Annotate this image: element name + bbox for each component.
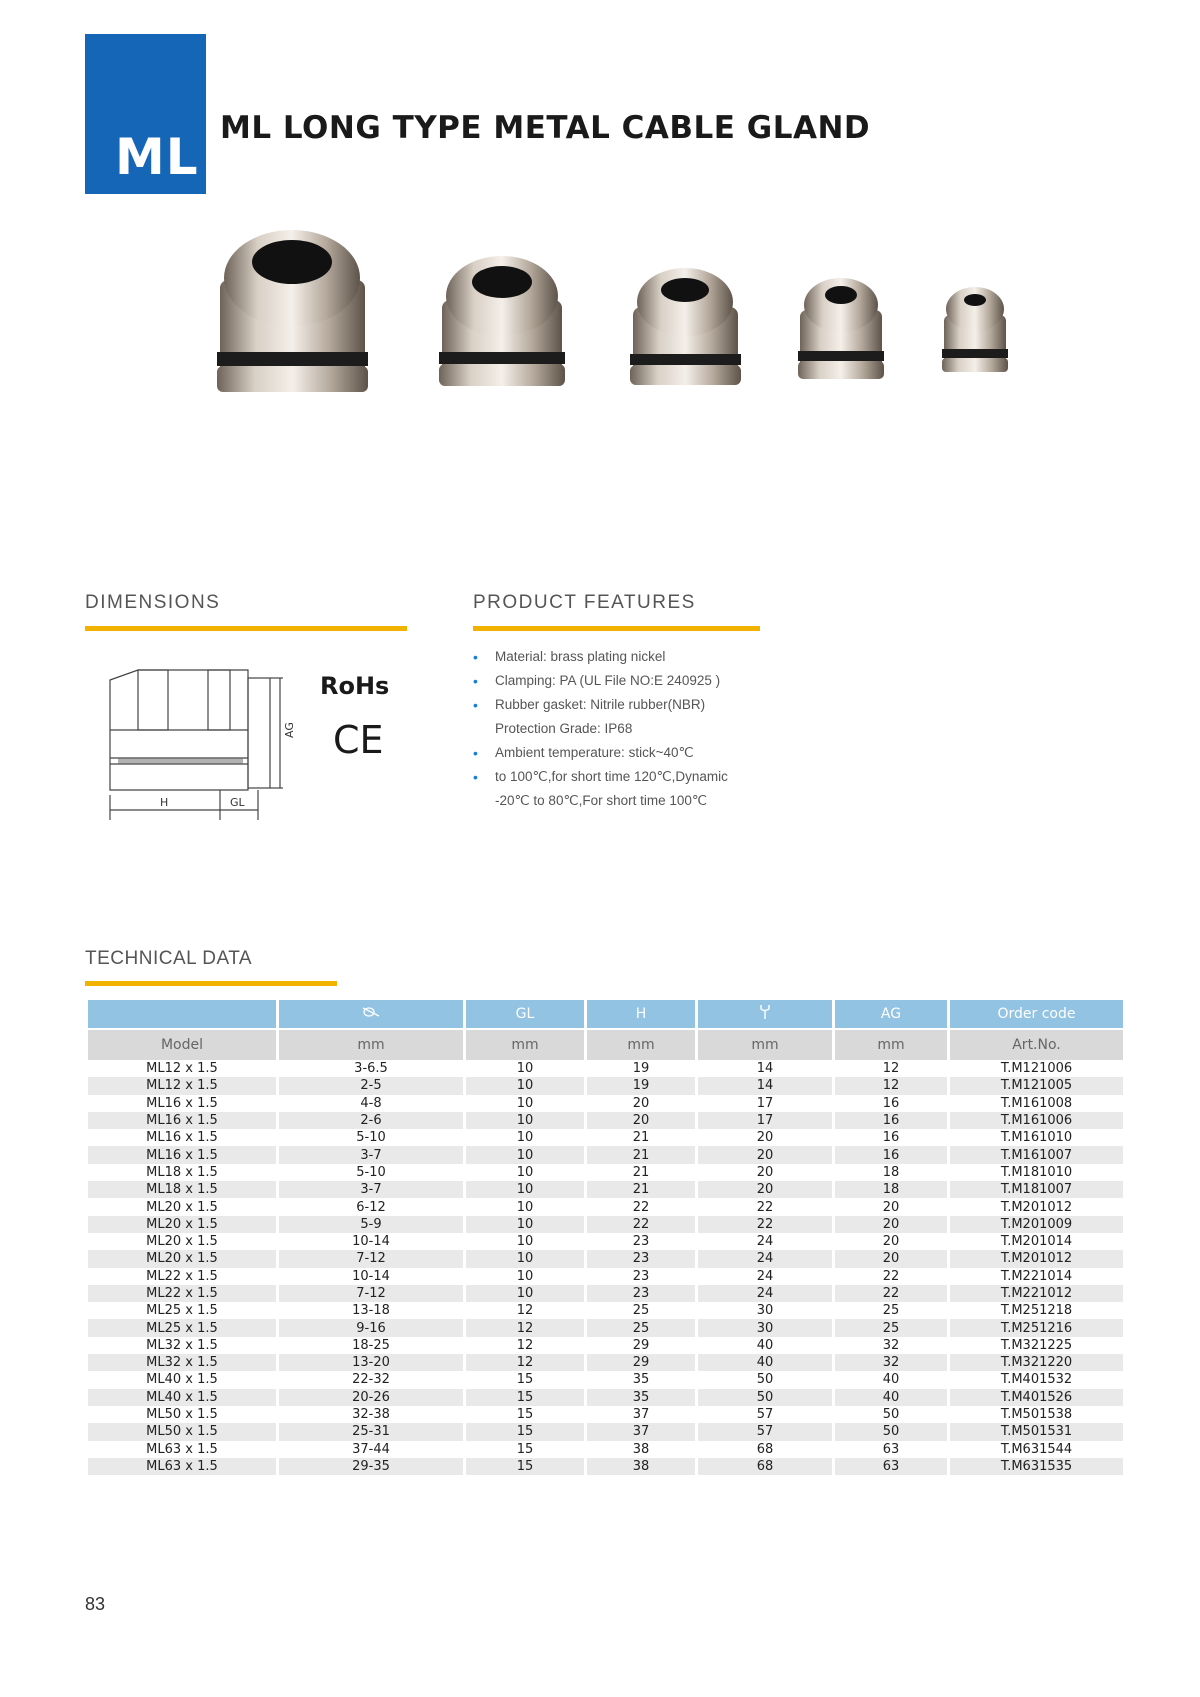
model-cell: ML12 x 1.5 <box>146 1061 218 1077</box>
order-code-cell: T.M121006 <box>1000 1061 1073 1077</box>
table-row <box>88 1319 1123 1336</box>
h-cell: 38 <box>587 1458 695 1475</box>
h-cell: 35 <box>587 1389 695 1406</box>
table-row <box>88 1216 1123 1233</box>
table-header-top <box>88 1000 1123 1028</box>
feature-item <box>473 669 893 693</box>
gl-cell: 12 <box>516 1303 534 1319</box>
cable-range-icon <box>362 1006 380 1018</box>
gl-cell: 10 <box>466 1112 584 1129</box>
rohs-mark: RoHs <box>320 672 390 700</box>
wrench-cell: 57 <box>756 1407 774 1423</box>
wrench-cell: 20 <box>698 1146 832 1163</box>
order-code-cell: T.M401526 <box>950 1389 1123 1406</box>
cable-range-cell: 18-25 <box>352 1337 390 1353</box>
table-row <box>88 1060 1123 1077</box>
table-row <box>88 1441 1123 1458</box>
order-code-cell: T.M631544 <box>1000 1441 1073 1457</box>
gl-cell: 15 <box>466 1423 584 1440</box>
cable-range-cell: 37-44 <box>352 1441 390 1457</box>
order-code-cell: T.M501538 <box>1000 1407 1073 1423</box>
wrench-cell: 68 <box>698 1458 832 1475</box>
cable-range-cell: 7-12 <box>279 1285 463 1302</box>
order-code-cell: T.M221014 <box>1000 1268 1073 1284</box>
gland-5-image <box>942 287 1008 372</box>
order-code-cell: T.M221012 <box>950 1285 1123 1302</box>
model-cell: ML20 x 1.5 <box>146 1199 218 1215</box>
dimensions-rule <box>85 626 407 631</box>
gl-cell: 12 <box>466 1354 584 1371</box>
technical-heading: TECHNICAL DATA <box>85 948 253 969</box>
feature-text: Rubber gasket: Nitrile rubber(NBR) <box>495 697 706 712</box>
ag-cell: 12 <box>835 1077 947 1094</box>
cable-range-cell: 10-14 <box>352 1234 390 1250</box>
feature-item <box>473 645 893 669</box>
order-code-cell: T.M161007 <box>950 1146 1123 1163</box>
ag-cell: 22 <box>882 1268 900 1284</box>
cable-range-cell: 20-26 <box>279 1389 463 1406</box>
model-cell: ML18 x 1.5 <box>88 1181 276 1198</box>
model-cell: ML25 x 1.5 <box>88 1319 276 1336</box>
order-code-cell: T.M181007 <box>950 1181 1123 1198</box>
cable-range-cell: 25-31 <box>279 1423 463 1440</box>
ag-cell: 16 <box>835 1146 947 1163</box>
feature-item <box>473 717 893 741</box>
gl-header: GL <box>466 1000 584 1028</box>
h-cell: 37 <box>587 1423 695 1440</box>
wrench-cell: 17 <box>698 1112 832 1129</box>
model-cell: ML12 x 1.5 <box>88 1077 276 1094</box>
unit-header: mm <box>835 1028 947 1060</box>
h-cell: 20 <box>587 1112 695 1129</box>
cable-range-cell: 6-12 <box>356 1199 386 1215</box>
table-row <box>88 1406 1123 1423</box>
feature-text: Protection Grade: IP68 <box>495 721 633 736</box>
h-cell: 25 <box>632 1303 650 1319</box>
order-code-cell: T.M201012 <box>950 1250 1123 1267</box>
wrench-cell: 50 <box>756 1372 774 1388</box>
order-code-cell: T.M201012 <box>1000 1199 1073 1215</box>
wrench-cell: 14 <box>698 1077 832 1094</box>
order-code-cell: T.M251218 <box>1000 1303 1073 1319</box>
h-cell: 22 <box>632 1199 650 1215</box>
ag-cell: 20 <box>882 1199 900 1215</box>
table-row <box>88 1164 1123 1181</box>
h-cell: 21 <box>587 1181 695 1198</box>
ag-cell: 20 <box>835 1216 947 1233</box>
gland-1-image <box>217 230 368 392</box>
h-cell: 29 <box>587 1354 695 1371</box>
table-row <box>88 1095 1123 1112</box>
ag-cell: 12 <box>882 1061 900 1077</box>
model-cell: ML16 x 1.5 <box>88 1112 276 1129</box>
feature-text: to 100℃,for short time 120℃,Dynamic <box>495 769 728 784</box>
table-row <box>88 1146 1123 1163</box>
h-cell: 19 <box>587 1077 695 1094</box>
wrench-cell: 40 <box>756 1337 774 1353</box>
table-row <box>88 1458 1123 1475</box>
gl-cell: 15 <box>516 1407 534 1423</box>
table-row <box>88 1268 1123 1285</box>
order-code-cell: T.M631535 <box>950 1458 1123 1475</box>
technical-rule <box>85 981 337 986</box>
ag-cell: 50 <box>835 1423 947 1440</box>
wrench-header <box>698 1000 832 1028</box>
cable-range-header <box>279 1000 463 1028</box>
h-cell: 21 <box>632 1164 650 1180</box>
ag-cell: 18 <box>835 1181 947 1198</box>
order-code-cell: T.M201014 <box>1000 1234 1073 1250</box>
wrench-cell: 24 <box>756 1268 774 1284</box>
cable-range-cell: 4-8 <box>360 1095 382 1111</box>
ag-cell: 22 <box>835 1285 947 1302</box>
table-row <box>88 1302 1123 1319</box>
cable-range-cell: 10-14 <box>352 1268 390 1284</box>
dimension-drawing <box>98 660 298 830</box>
ag-cell: 20 <box>882 1234 900 1250</box>
model-cell: ML20 x 1.5 <box>88 1216 276 1233</box>
order-code-cell: T.M401532 <box>1000 1372 1073 1388</box>
unit-header: mm <box>466 1028 584 1060</box>
ag-header: AG <box>835 1000 947 1028</box>
ag-cell: 25 <box>882 1303 900 1319</box>
model-cell: ML16 x 1.5 <box>146 1130 218 1146</box>
model-cell: ML40 x 1.5 <box>146 1372 218 1388</box>
unit-header: mm <box>279 1028 463 1060</box>
model-cell: ML20 x 1.5 <box>88 1250 276 1267</box>
table-row <box>88 1233 1123 1250</box>
wrench-cell: 68 <box>756 1441 774 1457</box>
ag-cell: 50 <box>882 1407 900 1423</box>
cable-range-cell: 13-18 <box>352 1303 390 1319</box>
ag-cell: 63 <box>882 1441 900 1457</box>
feature-text: Clamping: PA (UL File NO:E 240925 ) <box>495 673 721 688</box>
gland-2-image <box>439 256 565 386</box>
h-cell: 37 <box>632 1407 650 1423</box>
ag-cell: 40 <box>882 1372 900 1388</box>
cable-range-cell: 5-10 <box>356 1164 386 1180</box>
model-cell: ML32 x 1.5 <box>146 1337 218 1353</box>
feature-item <box>473 741 893 765</box>
model-cell: ML22 x 1.5 <box>88 1285 276 1302</box>
model-cell: ML63 x 1.5 <box>88 1458 276 1475</box>
ag-cell: 18 <box>882 1164 900 1180</box>
order-code-cell: T.M121005 <box>950 1077 1123 1094</box>
cable-range-cell: 2-6 <box>279 1112 463 1129</box>
product-photo <box>200 220 1040 440</box>
wrench-cell: 14 <box>756 1061 774 1077</box>
gl-cell: 10 <box>466 1077 584 1094</box>
gl-cell: 15 <box>516 1372 534 1388</box>
h-cell: 22 <box>587 1216 695 1233</box>
h-cell: 38 <box>632 1441 650 1457</box>
technical-data-table <box>85 1000 1126 1475</box>
gl-cell: 12 <box>466 1319 584 1336</box>
cable-range-cell: 3-6.5 <box>354 1061 388 1077</box>
features-list <box>473 645 893 813</box>
feature-text: Material: brass plating nickel <box>495 649 666 664</box>
gl-cell: 10 <box>516 1199 534 1215</box>
gl-cell: 12 <box>516 1337 534 1353</box>
wrench-cell: 20 <box>756 1130 774 1146</box>
wrench-cell: 17 <box>756 1095 774 1111</box>
table-header-bottom <box>88 1028 1123 1060</box>
cable-range-cell: 3-7 <box>279 1146 463 1163</box>
model-cell: ML40 x 1.5 <box>88 1389 276 1406</box>
wrench-cell: 30 <box>698 1319 832 1336</box>
table-row <box>88 1389 1123 1406</box>
page-number: 83 <box>85 1594 106 1614</box>
table-row <box>88 1129 1123 1146</box>
h-cell: 23 <box>587 1285 695 1302</box>
wrench-cell: 57 <box>698 1423 832 1440</box>
model-cell: ML16 x 1.5 <box>88 1146 276 1163</box>
bullet-icon: • <box>473 769 478 785</box>
h-cell: 20 <box>632 1095 650 1111</box>
model-cell: ML32 x 1.5 <box>88 1354 276 1371</box>
ml-badge <box>85 34 206 194</box>
cable-range-cell: 9-16 <box>279 1319 463 1336</box>
table-row <box>88 1337 1123 1354</box>
model-cell: ML63 x 1.5 <box>146 1441 218 1457</box>
order-code-cell: T.M251216 <box>950 1319 1123 1336</box>
gl-cell: 10 <box>516 1061 534 1077</box>
bullet-icon: • <box>473 697 478 713</box>
cable-range-cell: 3-7 <box>279 1181 463 1198</box>
ag-cell: 16 <box>835 1112 947 1129</box>
model-cell: ML16 x 1.5 <box>146 1095 218 1111</box>
ag-cell: 16 <box>882 1130 900 1146</box>
cable-range-cell: 7-12 <box>279 1250 463 1267</box>
wrench-cell: 20 <box>756 1164 774 1180</box>
badge-label: ML <box>115 128 199 186</box>
h-cell: 23 <box>587 1250 695 1267</box>
order-code-cell: T.M321225 <box>1000 1337 1073 1353</box>
h-cell: 23 <box>632 1268 650 1284</box>
feature-item <box>473 693 893 717</box>
gland-3-image <box>630 268 741 385</box>
table-row <box>88 1371 1123 1388</box>
bullet-icon: • <box>473 649 478 665</box>
table-row <box>88 1112 1123 1129</box>
order-code-cell: T.M161006 <box>950 1112 1123 1129</box>
gland-4-image <box>798 278 884 379</box>
wrench-cell: 24 <box>698 1250 832 1267</box>
wrench-cell: 20 <box>698 1181 832 1198</box>
order-code-cell: T.M181010 <box>1000 1164 1073 1180</box>
gl-cell: 10 <box>516 1130 534 1146</box>
table-row <box>88 1285 1123 1302</box>
order-code-cell: T.M321220 <box>950 1354 1123 1371</box>
gl-cell: 10 <box>466 1250 584 1267</box>
table-row <box>88 1250 1123 1267</box>
table-row <box>88 1181 1123 1198</box>
ce-mark: CE <box>333 718 384 762</box>
features-rule <box>473 626 760 631</box>
wrench-cell: 22 <box>698 1216 832 1233</box>
gl-cell: 10 <box>466 1285 584 1302</box>
cable-range-cell: 22-32 <box>352 1372 390 1388</box>
unit-header: mm <box>587 1028 695 1060</box>
wrench-cell: 30 <box>756 1303 774 1319</box>
feature-item <box>473 765 893 789</box>
h-label: H <box>160 796 169 809</box>
cable-range-cell: 13-20 <box>279 1354 463 1371</box>
gl-cell: 10 <box>466 1216 584 1233</box>
gl-cell: 10 <box>516 1234 534 1250</box>
wrench-cell: 24 <box>698 1285 832 1302</box>
wrench-icon <box>758 1004 772 1020</box>
gl-cell: 15 <box>466 1458 584 1475</box>
table-row <box>88 1077 1123 1094</box>
h-cell: 23 <box>632 1234 650 1250</box>
wrench-cell: 50 <box>698 1389 832 1406</box>
gl-cell: 15 <box>516 1441 534 1457</box>
gl-cell: 10 <box>516 1095 534 1111</box>
order-code-cell: T.M201009 <box>950 1216 1123 1233</box>
wrench-cell: 24 <box>756 1234 774 1250</box>
model-header: Model <box>88 1028 276 1060</box>
table-row <box>88 1198 1123 1215</box>
h-cell: 21 <box>587 1146 695 1163</box>
ag-cell: 40 <box>835 1389 947 1406</box>
bullet-icon: • <box>473 745 478 761</box>
wrench-cell: 40 <box>698 1354 832 1371</box>
order-code-header: Order code <box>950 1000 1123 1028</box>
feature-text: Ambient temperature: stick~40℃ <box>495 745 694 760</box>
features-heading: PRODUCT FEATURES <box>473 592 696 613</box>
ag-label: AG <box>283 722 296 738</box>
model-cell: ML25 x 1.5 <box>146 1303 218 1319</box>
bullet-icon: • <box>473 673 478 689</box>
table-row <box>88 1354 1123 1371</box>
ag-cell: 63 <box>835 1458 947 1475</box>
wrench-cell: 22 <box>756 1199 774 1215</box>
model-cell: ML50 x 1.5 <box>146 1407 218 1423</box>
model-cell: ML50 x 1.5 <box>88 1423 276 1440</box>
ag-cell: 25 <box>835 1319 947 1336</box>
gl-cell: 10 <box>466 1146 584 1163</box>
cable-range-cell: 5-10 <box>356 1130 386 1146</box>
cable-range-cell: 32-38 <box>352 1407 390 1423</box>
h-cell: 21 <box>632 1130 650 1146</box>
cable-range-cell: 29-35 <box>279 1458 463 1475</box>
h-header: H <box>587 1000 695 1028</box>
h-cell: 35 <box>632 1372 650 1388</box>
ag-cell: 32 <box>882 1337 900 1353</box>
gl-label: GL <box>230 796 245 809</box>
order-code-cell: T.M161010 <box>1000 1130 1073 1146</box>
order-code-cell: T.M161008 <box>1000 1095 1073 1111</box>
gl-cell: 10 <box>516 1268 534 1284</box>
h-cell: 29 <box>632 1337 650 1353</box>
h-cell: 25 <box>587 1319 695 1336</box>
ag-cell: 16 <box>882 1095 900 1111</box>
ag-cell: 20 <box>835 1250 947 1267</box>
art-no-header: Art.No. <box>950 1028 1123 1060</box>
unit-header: mm <box>698 1028 832 1060</box>
model-cell: ML22 x 1.5 <box>146 1268 218 1284</box>
h-cell: 19 <box>632 1061 650 1077</box>
dimensions-heading: DIMENSIONS <box>85 592 221 613</box>
header-blank <box>88 1000 276 1028</box>
table-row <box>88 1423 1123 1440</box>
ag-cell: 32 <box>835 1354 947 1371</box>
feature-text: -20℃ to 80℃,For short time 100℃ <box>495 793 708 808</box>
model-cell: ML18 x 1.5 <box>146 1164 218 1180</box>
order-code-cell: T.M501531 <box>950 1423 1123 1440</box>
page-title: ML LONG TYPE METAL CABLE GLAND <box>220 110 871 146</box>
gl-cell: 10 <box>466 1181 584 1198</box>
feature-item <box>473 789 893 813</box>
model-cell: ML20 x 1.5 <box>146 1234 218 1250</box>
cable-range-cell: 2-5 <box>279 1077 463 1094</box>
gl-cell: 10 <box>516 1164 534 1180</box>
cable-range-cell: 5-9 <box>279 1216 463 1233</box>
gl-cell: 15 <box>466 1389 584 1406</box>
